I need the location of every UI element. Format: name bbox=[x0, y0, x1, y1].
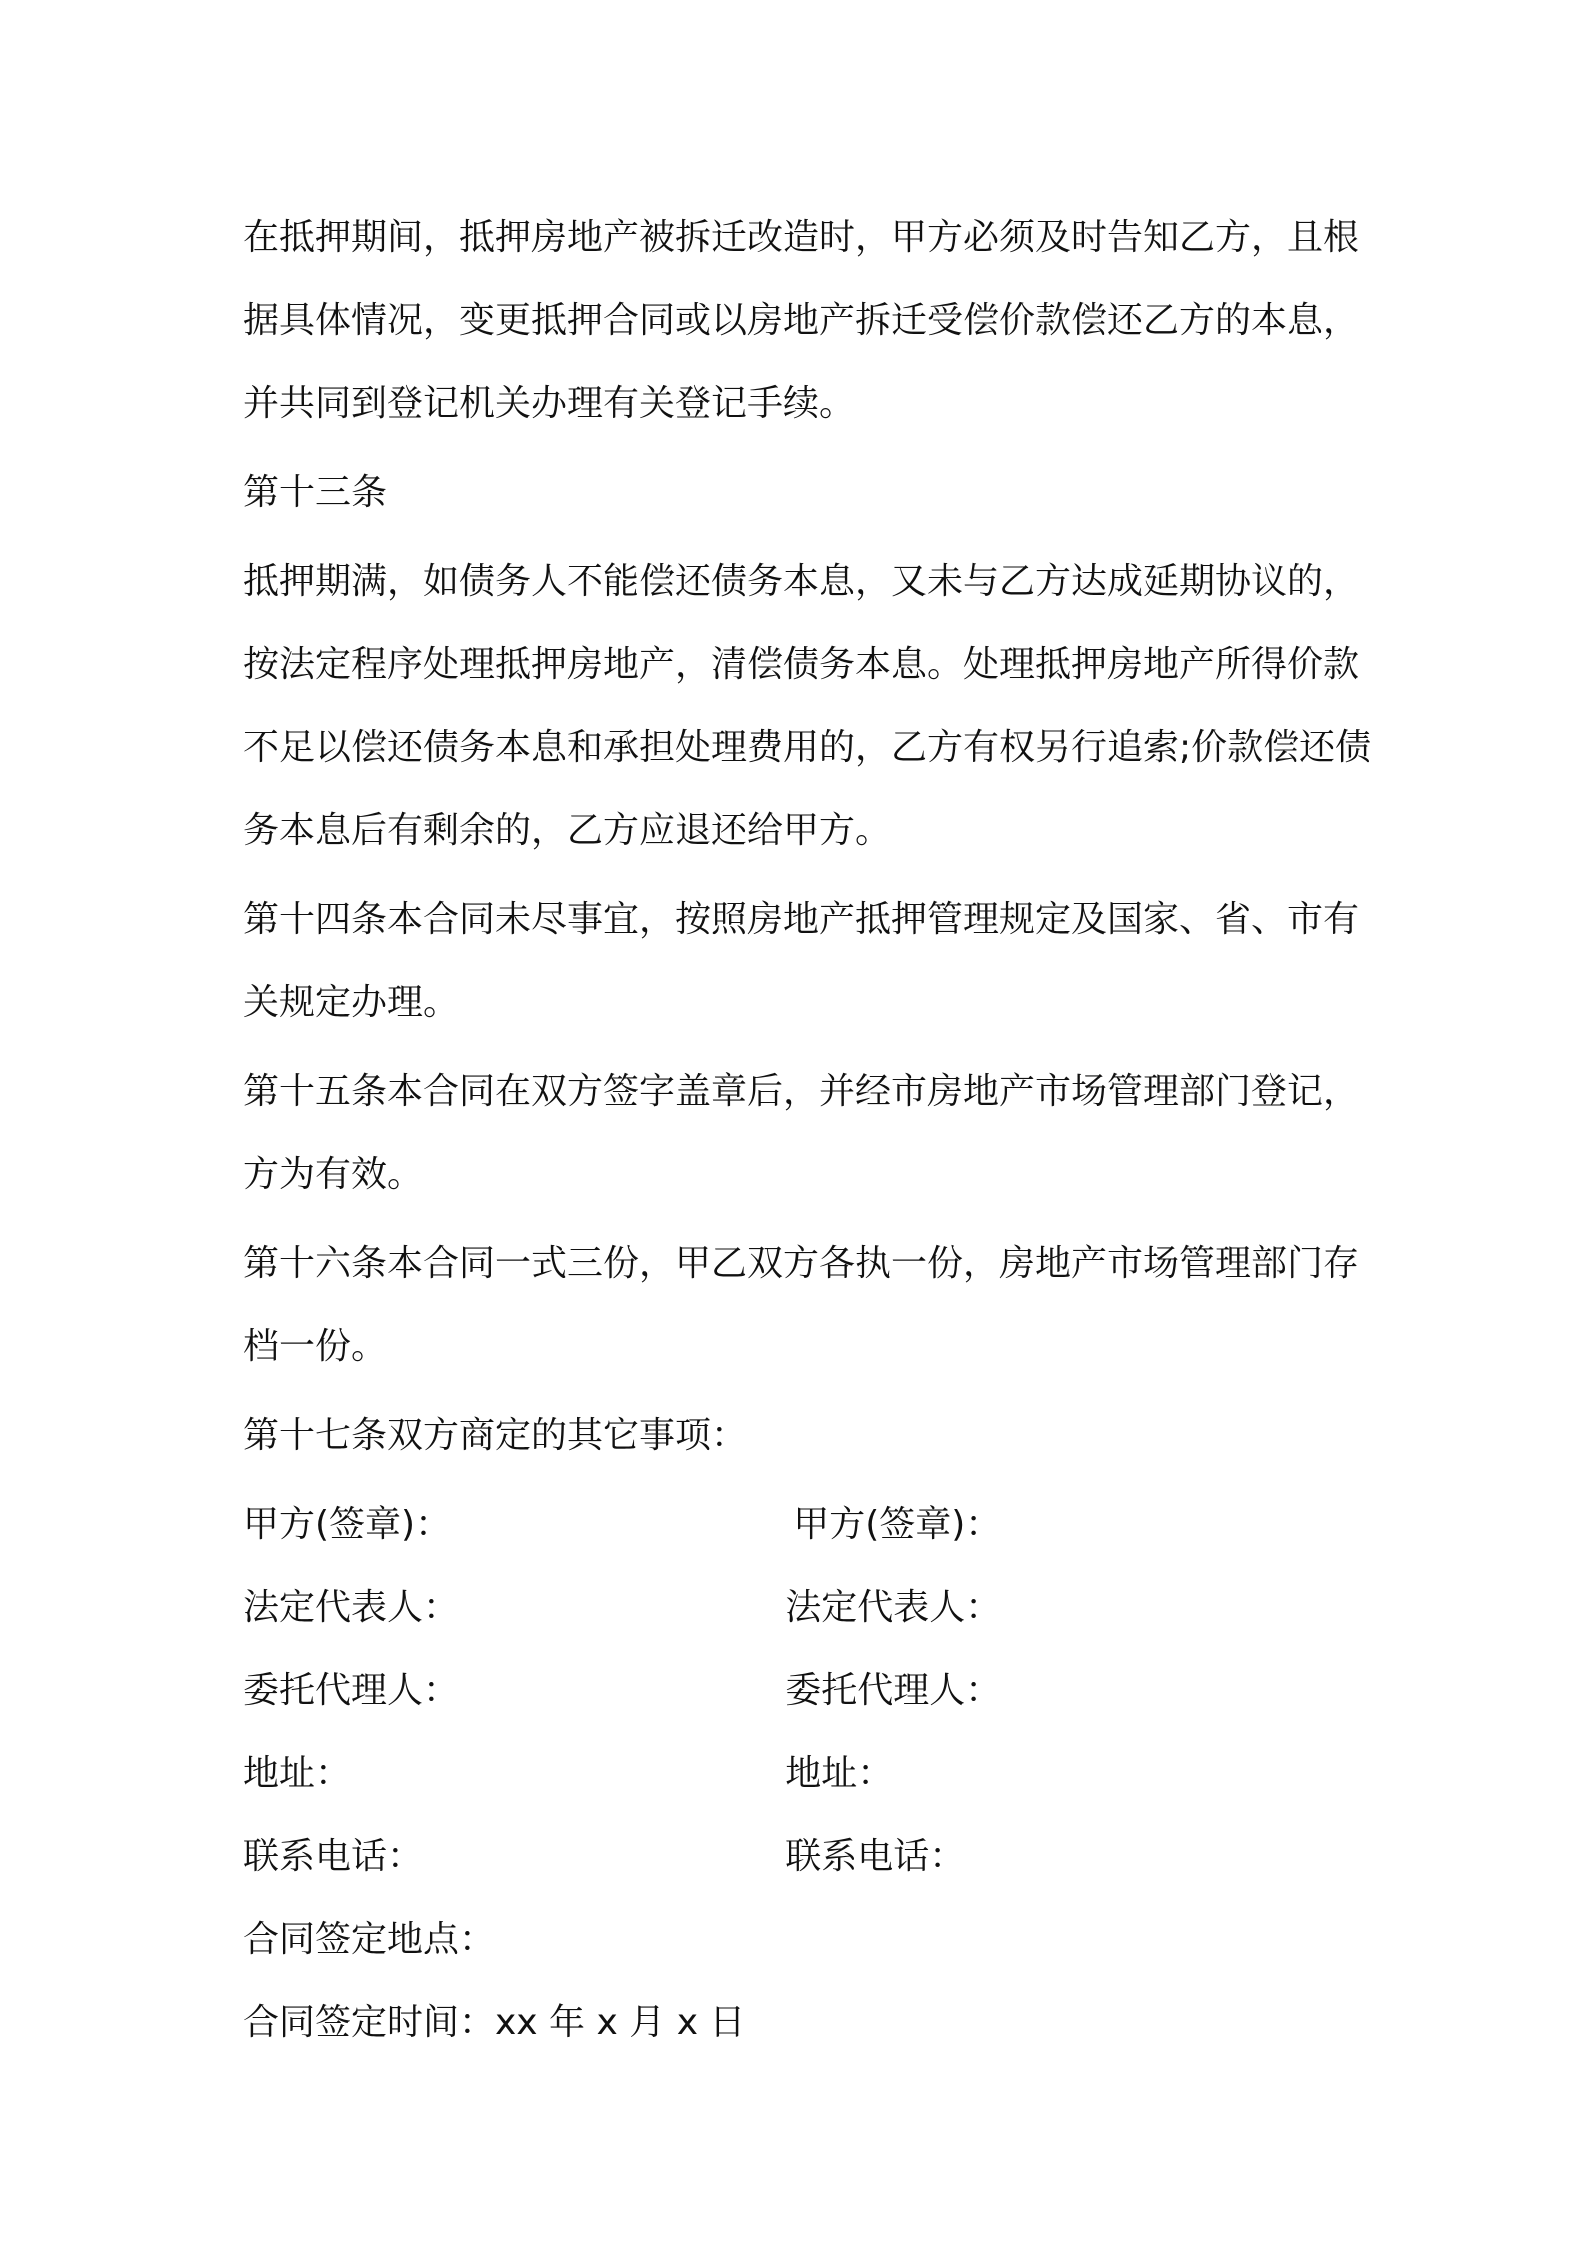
party-b-seal-label: 甲方(签章)： bbox=[793, 1504, 1002, 1545]
paragraph-article-13: 抵押期满，如债务人不能偿还债务本息，又未与乙方达成延期协议的，按法定程序处理抵押房地产，清偿债务本息。处理抵押房地产所得价款不足以偿还债务本息和承担处理费用的，乙方有权另行追索;价款偿还债务本息后有剩余的，乙方应退还给甲方。 bbox=[243, 561, 1372, 851]
paragraph-article-15: 第十五条本合同在双方签字盖章后，并经市房地产市场管理部门登记，方为有效。 bbox=[243, 1071, 1360, 1195]
document-body bbox=[243, 196, 1383, 2064]
paragraph-demolition-clause: 在抵押期间，抵押房地产被拆迁改造时，甲方必须及时告知乙方，且根据具体情况，变更抵押合同或以房地产拆迁受偿价款偿还乙方的本息，并共同到登记机关办理有关登记手续。 bbox=[243, 217, 1360, 424]
party-a-address-label: 地址： bbox=[243, 1753, 352, 1794]
party-a-agent-label: 委托代理人： bbox=[243, 1670, 460, 1711]
party-b-phone-label: 联系电话： bbox=[785, 1836, 966, 1877]
party-a-phone-label: 联系电话： bbox=[243, 1836, 424, 1877]
signing-time-label: 合同签定时间：xx 年 x 月 x 日 bbox=[243, 2002, 746, 2043]
party-b-agent-label: 委托代理人： bbox=[785, 1670, 1002, 1711]
party-b-address-label: 地址： bbox=[785, 1753, 894, 1794]
article-13-heading: 第十三条 bbox=[243, 472, 388, 513]
signing-place-label: 合同签定地点： bbox=[243, 1919, 496, 1960]
party-a-seal-label: 甲方(签章)： bbox=[243, 1504, 452, 1545]
paragraph-article-17: 第十七条双方商定的其它事项： bbox=[243, 1415, 748, 1456]
party-a-legal-rep-label: 法定代表人： bbox=[243, 1587, 460, 1628]
signature-row bbox=[243, 1483, 1383, 1566]
signature-row bbox=[243, 1815, 1383, 1898]
signature-row bbox=[243, 1649, 1383, 1732]
party-b-legal-rep-label: 法定代表人： bbox=[785, 1587, 1002, 1628]
paragraph-article-16: 第十六条本合同一式三份，甲乙双方各执一份，房地产市场管理部门存档一份。 bbox=[243, 1243, 1360, 1367]
signature-block bbox=[243, 1483, 1383, 1898]
signature-row bbox=[243, 1566, 1383, 1649]
paragraph-article-14: 第十四条本合同未尽事宜，按照房地产抵押管理规定及国家、省、市有关规定办理。 bbox=[243, 899, 1360, 1023]
signature-row bbox=[243, 1732, 1383, 1815]
